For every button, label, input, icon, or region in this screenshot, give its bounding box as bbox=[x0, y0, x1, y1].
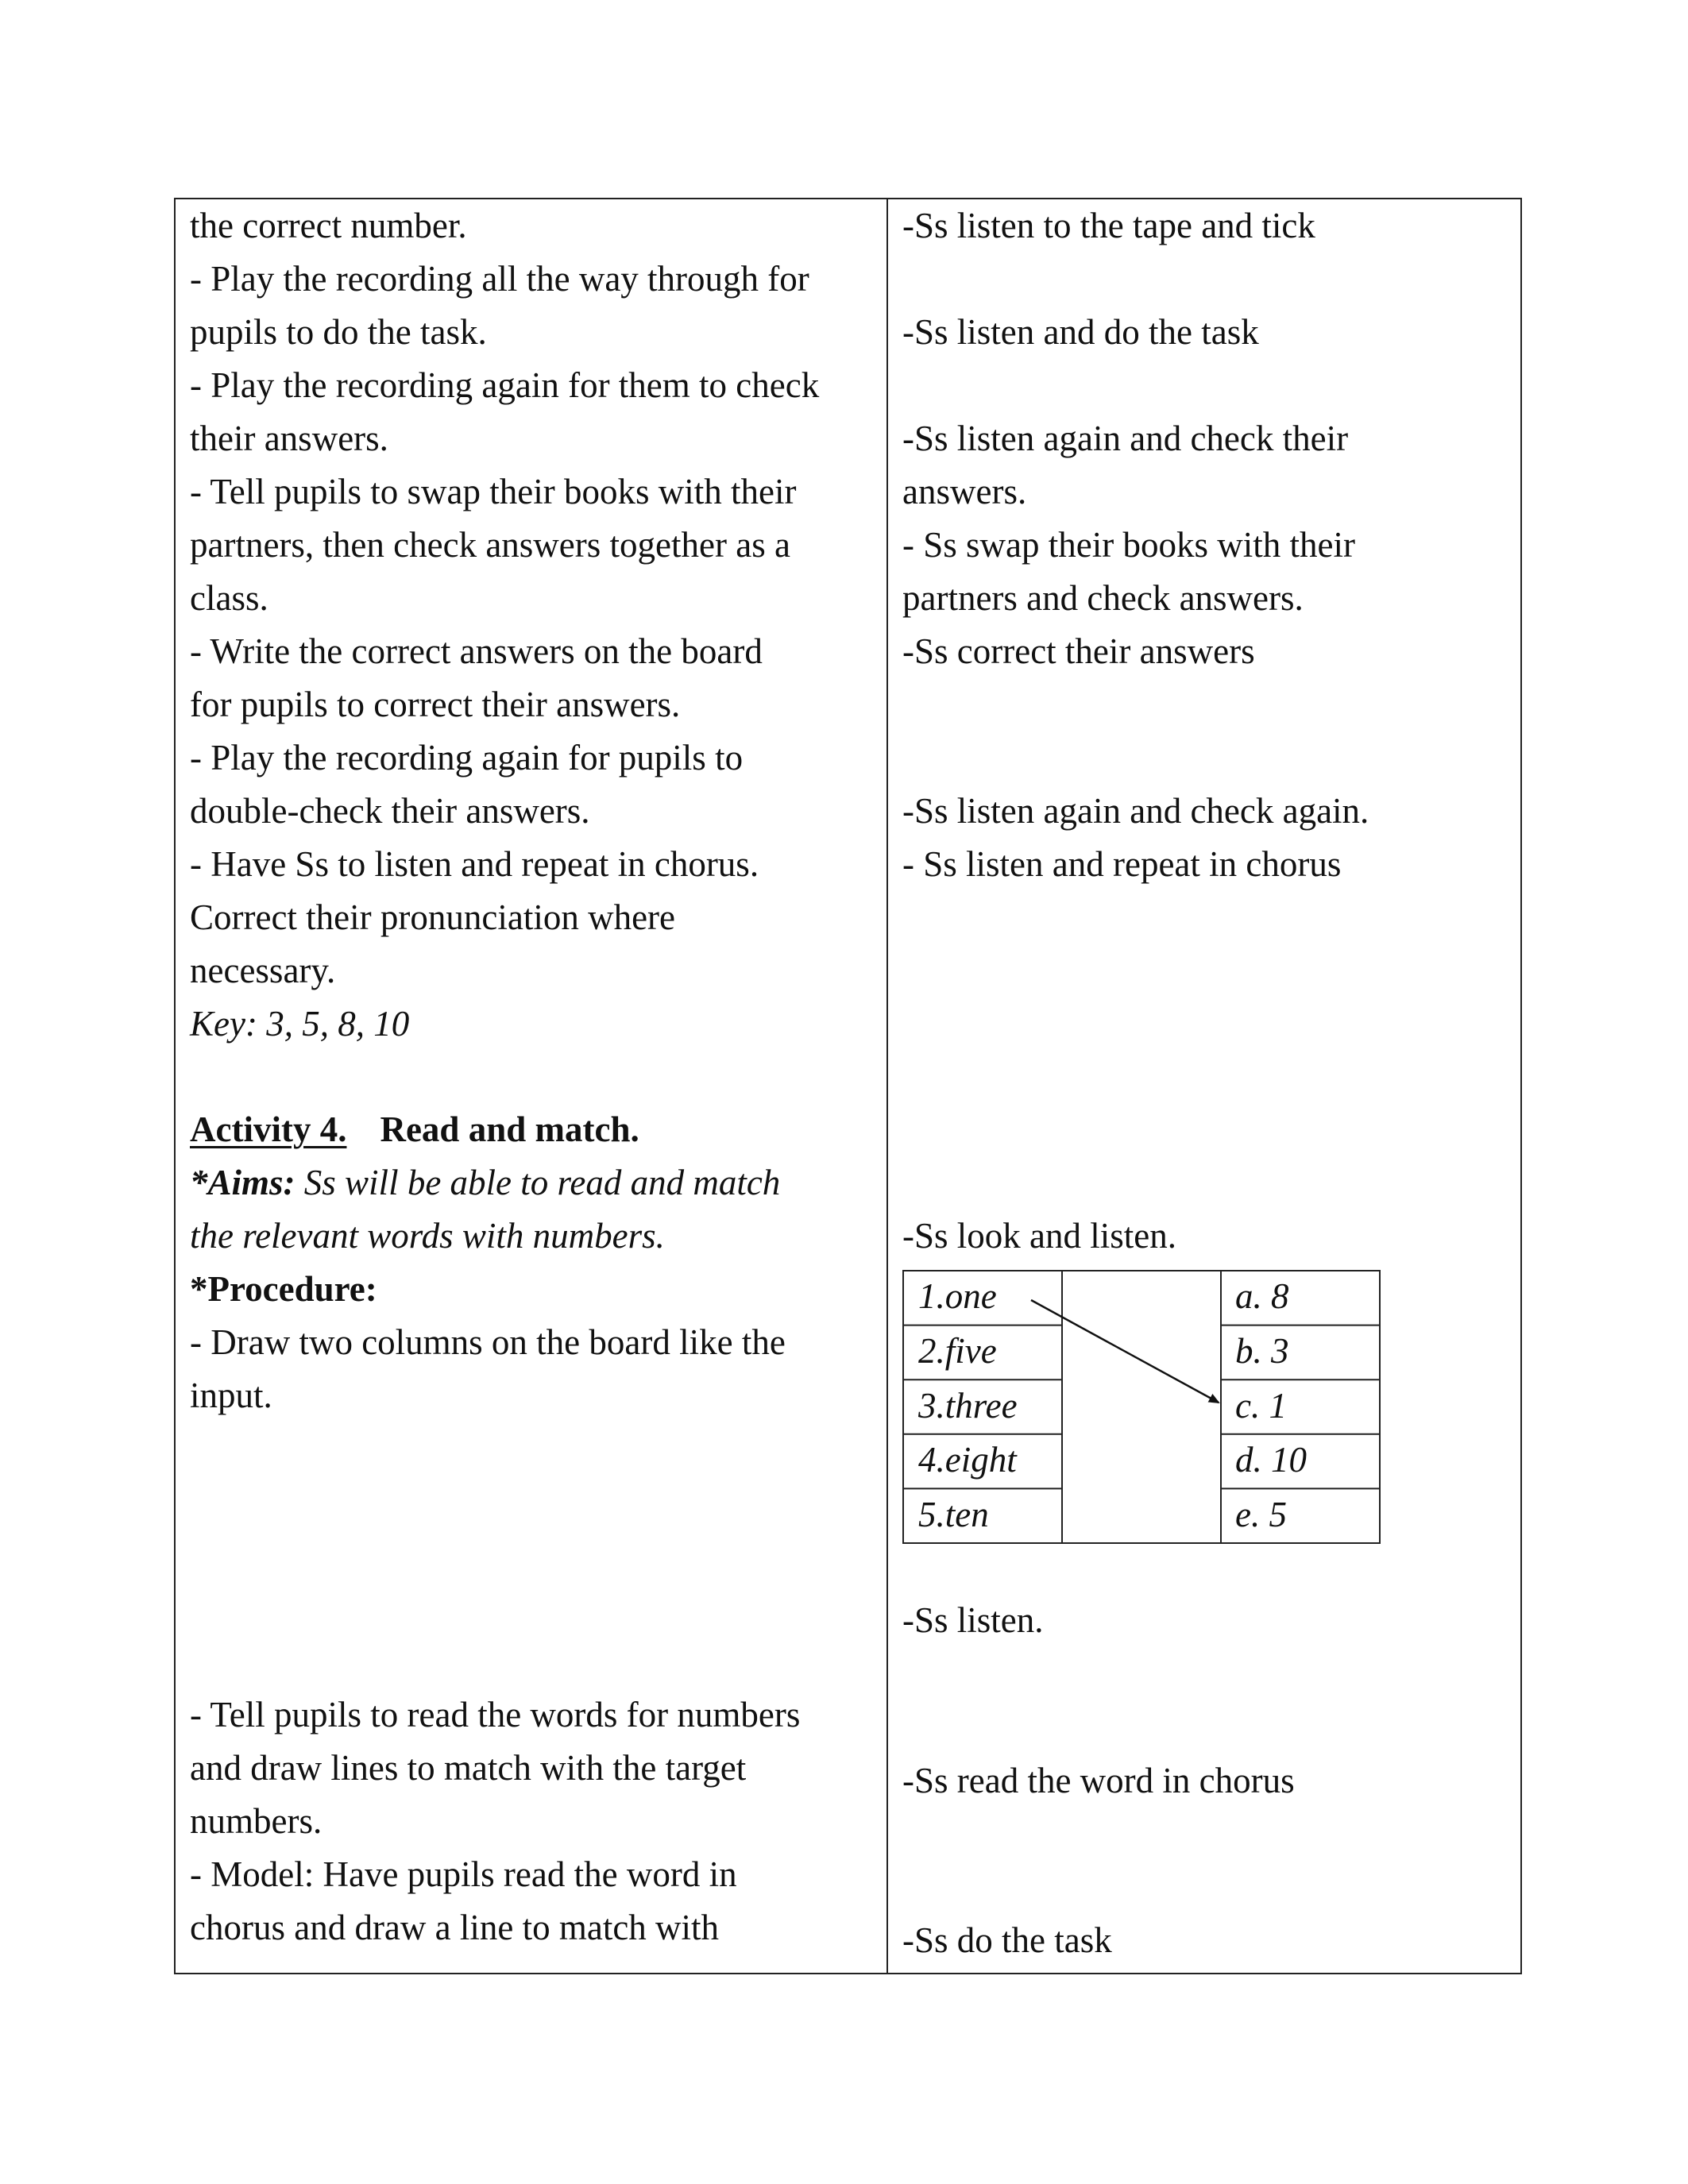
right-line: -Ss look and listen. bbox=[902, 1216, 1176, 1256]
left-line: - Tell pupils to read the words for numbers bbox=[190, 1695, 801, 1734]
left-line: double-check their answers. bbox=[190, 791, 590, 831]
procedure-line: - Draw two columns on the board like the bbox=[190, 1322, 786, 1362]
match-word: 5.ten bbox=[918, 1495, 989, 1534]
left-line: chorus and draw a line to match with bbox=[190, 1908, 720, 1947]
match-number: c. 1 bbox=[1235, 1386, 1287, 1426]
left-line: numbers. bbox=[190, 1801, 323, 1841]
right-line: - Ss swap their books with their bbox=[902, 525, 1355, 565]
activity-title: Read and match. bbox=[380, 1109, 639, 1149]
procedure-line: input. bbox=[190, 1376, 272, 1415]
left-line: - Play the recording again for pupils to bbox=[190, 738, 744, 778]
right-line: -Ss listen and do the task bbox=[902, 312, 1259, 352]
match-number: e. 5 bbox=[1235, 1495, 1287, 1534]
column-divider bbox=[886, 198, 888, 1974]
left-line: - Play the recording all the way through for bbox=[190, 259, 809, 299]
left-line: Correct their pronunciation where bbox=[190, 897, 676, 937]
answer-key: Key: 3, 5, 8, 10 bbox=[190, 1004, 410, 1044]
left-line: - Model: Have pupils read the word in bbox=[190, 1854, 737, 1894]
match-word: 4.eight bbox=[918, 1440, 1017, 1480]
right-line: answers. bbox=[902, 472, 1027, 511]
match-arrow bbox=[1031, 1300, 1219, 1403]
right-line: -Ss listen to the tape and tick bbox=[902, 206, 1315, 245]
right-line: -Ss do the task bbox=[902, 1920, 1112, 1960]
right-line: - Ss listen and repeat in chorus bbox=[902, 844, 1342, 884]
left-line: their answers. bbox=[190, 419, 388, 458]
right-line: partners and check answers. bbox=[902, 578, 1304, 618]
left-line: partners, then check answers together as a bbox=[190, 525, 790, 565]
match-number: b. 3 bbox=[1235, 1331, 1289, 1371]
right-line: -Ss read the word in chorus bbox=[902, 1761, 1295, 1800]
aims-text-continued: the relevant words with numbers. bbox=[190, 1216, 665, 1256]
procedure-label: *Procedure: bbox=[190, 1269, 377, 1309]
right-line: -Ss listen again and check again. bbox=[902, 791, 1369, 831]
activity-label: Activity 4. bbox=[190, 1109, 347, 1149]
left-line: necessary. bbox=[190, 951, 336, 990]
right-line: -Ss correct their answers bbox=[902, 631, 1255, 671]
left-line: - Have Ss to listen and repeat in chorus. bbox=[190, 844, 759, 884]
match-word: 2.five bbox=[918, 1331, 997, 1371]
aims-text: Ss will be able to read and match bbox=[295, 1163, 781, 1202]
match-number: a. 8 bbox=[1235, 1276, 1289, 1316]
right-line: -Ss listen again and check their bbox=[902, 419, 1349, 458]
right-line: -Ss listen. bbox=[902, 1600, 1044, 1640]
left-line: pupils to do the task. bbox=[190, 312, 487, 352]
activity-heading bbox=[190, 1109, 639, 1149]
left-line: for pupils to correct their answers. bbox=[190, 685, 681, 724]
match-number: d. 10 bbox=[1235, 1440, 1307, 1480]
left-line: class. bbox=[190, 578, 268, 618]
left-line: - Write the correct answers on the board bbox=[190, 631, 763, 671]
aims-line bbox=[190, 1165, 780, 1201]
left-line: and draw lines to match with the target bbox=[190, 1748, 747, 1788]
matching-table bbox=[902, 1270, 1381, 1544]
left-line: - Play the recording again for them to check bbox=[190, 365, 820, 405]
left-line: the correct number. bbox=[190, 206, 467, 245]
aims-label: *Aims: bbox=[190, 1163, 295, 1202]
match-word: 1.one bbox=[918, 1276, 997, 1316]
match-word: 3.three bbox=[918, 1386, 1018, 1426]
left-line: - Tell pupils to swap their books with their bbox=[190, 472, 797, 511]
